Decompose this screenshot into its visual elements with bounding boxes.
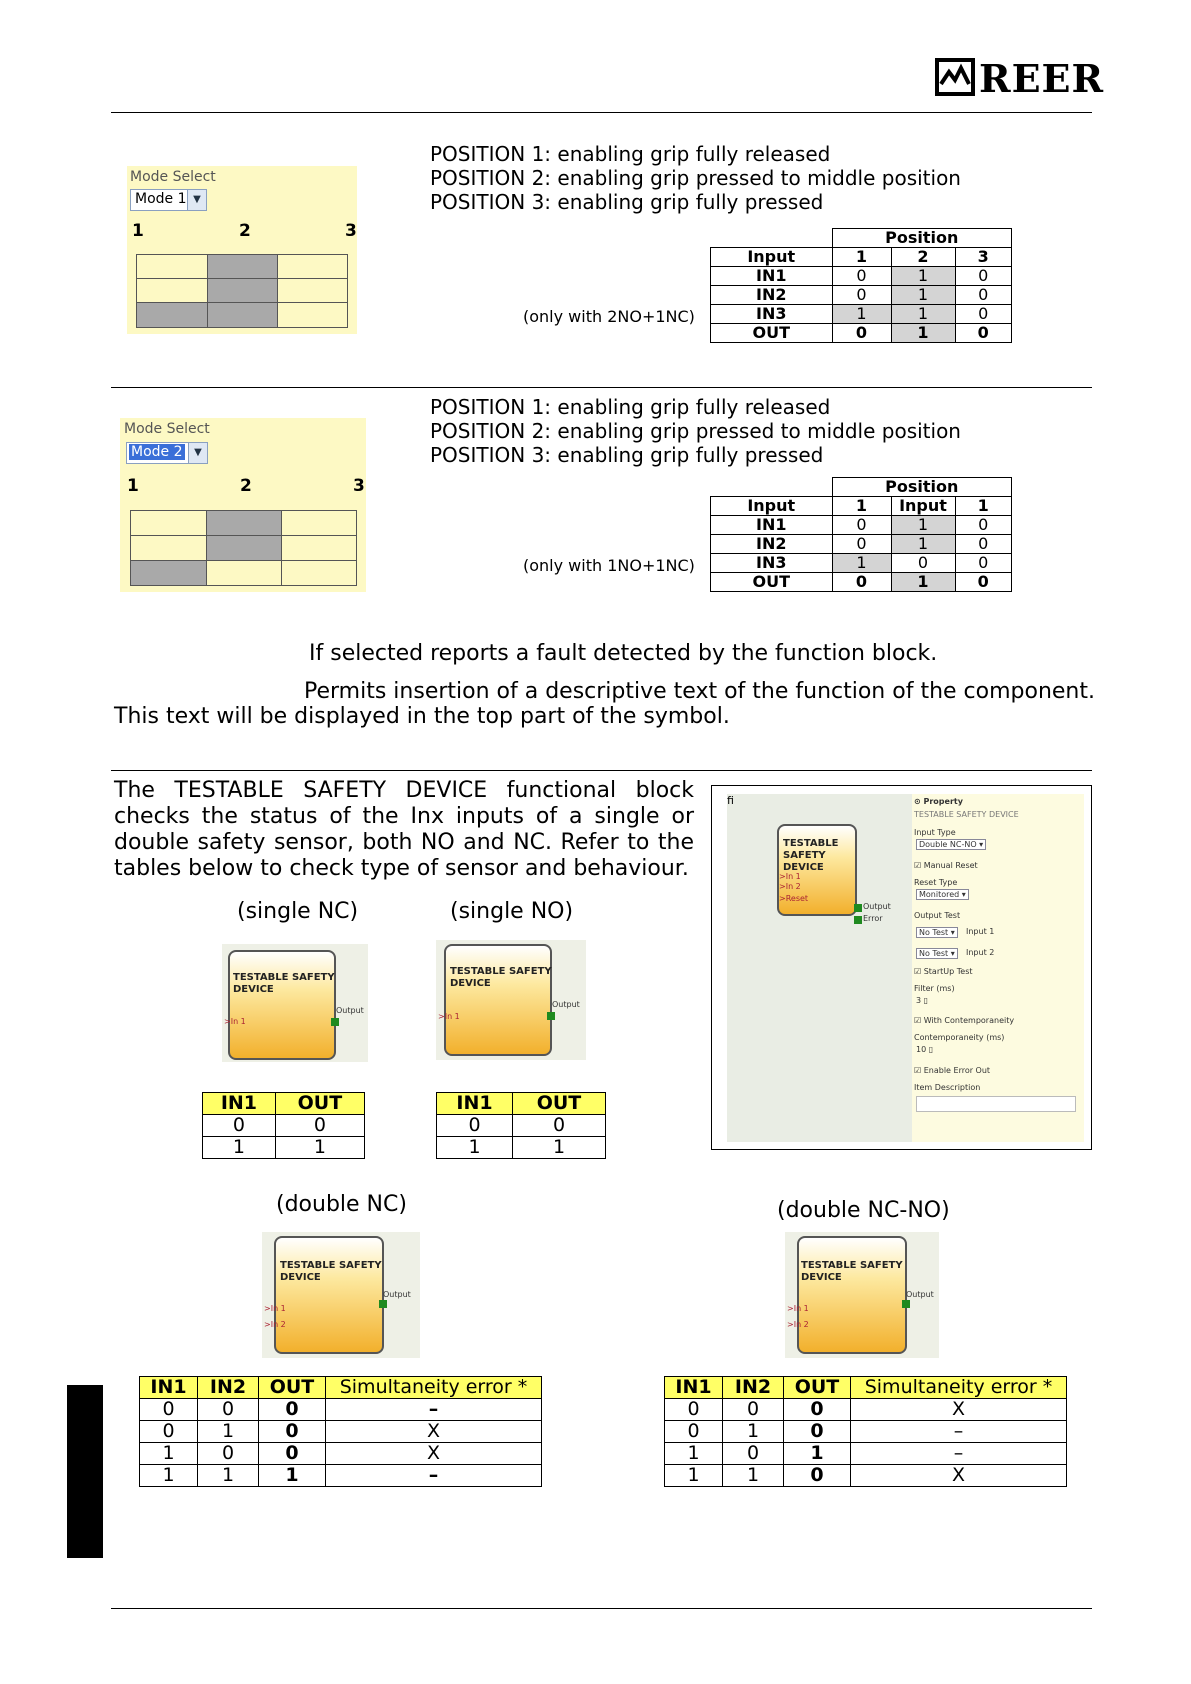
mode1-select-value: Mode 1 [135, 191, 187, 207]
table-row: 0 0 0 X [665, 1399, 1067, 1421]
tsd-block-single-no: TESTABLE SAFETY DEVICE >In 1 Output [436, 940, 586, 1060]
contemporaneity-input[interactable]: 10 ▯ [916, 1045, 934, 1054]
position-line-3: POSITION 3: enabling grip fully pressed [430, 190, 824, 214]
table-row: 0 0 [203, 1115, 365, 1137]
input-pin-label: In 2 [785, 882, 801, 891]
input-type-select[interactable]: Double NC-NO ▾ [916, 839, 986, 850]
position-2-label: 2 [239, 221, 251, 241]
chevron-down-icon: ▼ [187, 190, 206, 210]
item-description-input[interactable] [916, 1096, 1076, 1112]
table-header: Input [711, 248, 833, 267]
block-title: DEVICE [280, 1272, 321, 1283]
table-row: 0 1 0 X [140, 1421, 542, 1443]
footer-divider [111, 1608, 1092, 1609]
single-no-table: IN1 OUT 0 0 1 1 [436, 1092, 606, 1159]
position-line-1: POSITION 1: enabling grip fully released [430, 142, 831, 166]
position-line-3: POSITION 3: enabling grip fully pressed [430, 443, 824, 467]
logo-text: REER [979, 56, 1105, 101]
logo-mark-icon [935, 58, 975, 96]
output-pin-label: Output [906, 1290, 934, 1299]
output-pin-icon [379, 1300, 387, 1308]
input-pin-label: Reset [785, 894, 809, 903]
tsd-block-double-nc: TESTABLE SAFETY DEVICE >In 1 >In 2 Output [262, 1232, 420, 1358]
position-line-2: POSITION 2: enabling grip pressed to middle position [430, 166, 961, 190]
table-row: IN1 0 1 0 [711, 516, 1012, 535]
output-pin-label: Output [383, 1290, 411, 1299]
chevron-down-icon: ▼ [188, 443, 207, 463]
table-row: IN3 1 1 0 [711, 305, 1012, 324]
mode2-note: (only with 1NO+1NC) [523, 556, 695, 575]
section-divider [111, 770, 1092, 771]
contemporaneity-label: Contemporaneity (ms) [914, 1033, 1005, 1042]
tsd-block-double-ncno: TESTABLE SAFETY DEVICE >In 1 >In 2 Output [785, 1232, 939, 1358]
output-pin-icon [547, 1012, 555, 1020]
input-pin-label: In 1 [270, 1304, 286, 1313]
single-nc-caption: (single NC) [237, 899, 359, 924]
error-out-text: If selected reports a fault detected by the function block. [309, 641, 938, 666]
table-row: OUT 0 1 0 [711, 324, 1012, 343]
table-header: Input [891, 497, 955, 516]
property-pane [912, 794, 1084, 1142]
input-pin-label: In 1 [793, 1304, 809, 1313]
output-pin-label: Output [336, 1006, 364, 1015]
single-nc-table: IN1 OUT 0 0 1 1 [202, 1092, 365, 1159]
test2-select[interactable]: No Test ▾ [916, 948, 958, 959]
item-description-label: Item Description [914, 1083, 981, 1092]
language-tab [67, 1385, 103, 1558]
block-title: DEVICE [450, 978, 491, 989]
tsd-block-canvas: TESTABLE SAFETY DEVICE >In 1 >In 2 >Reset Output Error [777, 824, 857, 924]
enable-error-checkbox[interactable]: ☑ Enable Error Out [914, 1066, 991, 1075]
error-pin-icon [854, 916, 862, 924]
mode2-panel [120, 418, 366, 592]
table-header: 2 [891, 248, 955, 267]
error-pin-label: Error [863, 914, 883, 923]
block-title: TESTABLE SAFETY [450, 966, 552, 977]
table-row: 0 0 0 – [140, 1399, 542, 1421]
table-row: 1 0 0 X [140, 1443, 542, 1465]
output-test-label: Output Test [914, 911, 961, 920]
output-pin-icon [331, 1018, 339, 1026]
filter-label: Filter (ms) [914, 984, 955, 993]
position-1-label: 1 [127, 476, 139, 496]
mode1-note: (only with 2NO+1NC) [523, 307, 695, 326]
test1-label: Input 1 [966, 927, 995, 936]
mode1-table [710, 228, 1012, 343]
mode1-position-lines [430, 142, 961, 214]
mode1-grid [136, 254, 348, 328]
startup-test-checkbox[interactable]: ☑ StartUp Test [914, 967, 973, 976]
block-title: TESTABLE SAFETY [233, 972, 335, 983]
single-no-caption: (single NO) [450, 899, 574, 924]
table-row: IN1 0 1 0 [711, 267, 1012, 286]
contemporaneity-checkbox[interactable]: ☑ With Contemporaneity [914, 1016, 1015, 1025]
position-group-header: Position [832, 478, 1012, 497]
mode1-select[interactable] [130, 189, 207, 211]
reset-type-select[interactable]: Monitored ▾ [916, 889, 969, 900]
table-row: IN3 1 0 0 [711, 554, 1012, 573]
property-subtitle: TESTABLE SAFETY DEVICE [914, 810, 1019, 819]
table-row: OUT 0 1 0 [711, 573, 1012, 592]
table-row: IN2 0 1 0 [711, 535, 1012, 554]
table-row: 0 0 [437, 1115, 606, 1137]
tsd-block-single-nc: TESTABLE SAFETY DEVICE >In 1 Output [222, 944, 368, 1062]
mode1-label: Mode Select [130, 169, 216, 185]
input-pin-label: In 2 [793, 1320, 809, 1329]
double-nc-caption: (double NC) [276, 1192, 407, 1217]
block-title: DEVICE [801, 1272, 842, 1283]
table-row: 1 1 [437, 1137, 606, 1159]
table-row: 1 1 [203, 1137, 365, 1159]
property-screenshot [711, 785, 1092, 1150]
block-title: DEVICE [783, 862, 824, 873]
position-line-2: POSITION 2: enabling grip pressed to middle position [430, 419, 961, 443]
input-pin-label: In 2 [270, 1320, 286, 1329]
double-nc-table: IN1 IN2 OUT Simultaneity error * 0 0 0 – 0 1 0 X 1 0 0 X 1 1 1 – [139, 1376, 542, 1487]
output-pin-label: Output [552, 1000, 580, 1009]
filter-input[interactable]: 3 ▯ [916, 996, 929, 1005]
block-title: TESTABLE SAFETY [280, 1260, 382, 1271]
item-description-text-2: This text will be displayed in the top part of the symbol. [114, 704, 730, 729]
block-title: DEVICE [233, 984, 274, 995]
output-pin-icon [902, 1300, 910, 1308]
table-header: 1 [832, 248, 891, 267]
output-pin-icon [854, 904, 862, 912]
test2-label: Input 2 [966, 948, 995, 957]
position-line-1: POSITION 1: enabling grip fully released [430, 395, 831, 419]
position-group-header: Position [832, 229, 1012, 248]
property-title: ⊙ Property [914, 797, 963, 806]
position-2-label: 2 [240, 476, 252, 496]
tsd-paragraph: The TESTABLE SAFETY DEVICE functional block checks the status of the Inx inputs of a single or double safety sensor, both NO and NC. Refer to the tables below to check type of sensor and behaviour. [114, 778, 694, 881]
mode2-position-lines [430, 395, 961, 467]
output-pin-label: Output [863, 902, 891, 911]
double-ncno-caption: (double NC-NO) [777, 1198, 950, 1223]
mode2-grid [130, 510, 357, 586]
reset-type-label: Reset Type [914, 878, 958, 887]
mode2-table [710, 477, 1012, 592]
input-pin-label: In 1 [785, 872, 801, 881]
mode2-label: Mode Select [124, 421, 210, 437]
manual-reset-checkbox[interactable]: ☑ Manual Reset [914, 861, 978, 870]
mode2-select-value: Mode 2 [131, 444, 183, 460]
item-description-text-1: Permits insertion of a descriptive text of the function of the component. [304, 679, 1095, 704]
table-header: 3 [955, 248, 1012, 267]
design-canvas [727, 794, 912, 1142]
fi-label: fi [727, 794, 734, 807]
position-1-label: 1 [132, 221, 144, 241]
position-3-label: 3 [345, 221, 357, 241]
table-header: 1 [955, 497, 1012, 516]
mode1-panel [127, 166, 357, 334]
block-title: TESTABLE SAFETY [801, 1260, 903, 1271]
mode2-select[interactable] [126, 442, 208, 464]
test1-select[interactable]: No Test ▾ [916, 927, 958, 938]
section-divider [111, 387, 1092, 388]
table-header: 1 [832, 497, 891, 516]
reer-logo [935, 56, 1105, 101]
input-type-label: Input Type [914, 828, 956, 837]
table-row: 0 1 0 – [665, 1421, 1067, 1443]
table-header: Input [711, 497, 833, 516]
input-pin-label: In 1 [230, 1017, 246, 1026]
input-pin-label: In 1 [444, 1012, 460, 1021]
block-title: TESTABLE SAFETY [783, 838, 839, 861]
table-row: IN2 0 1 0 [711, 286, 1012, 305]
header-divider [111, 112, 1092, 113]
table-row: 1 1 0 X [665, 1465, 1067, 1487]
table-row: 1 0 1 – [665, 1443, 1067, 1465]
double-ncno-table: IN1 IN2 OUT Simultaneity error * 0 0 0 X 0 1 0 – 1 0 1 – 1 1 0 X [664, 1376, 1067, 1487]
position-3-label: 3 [353, 476, 365, 496]
table-row: 1 1 1 – [140, 1465, 542, 1487]
